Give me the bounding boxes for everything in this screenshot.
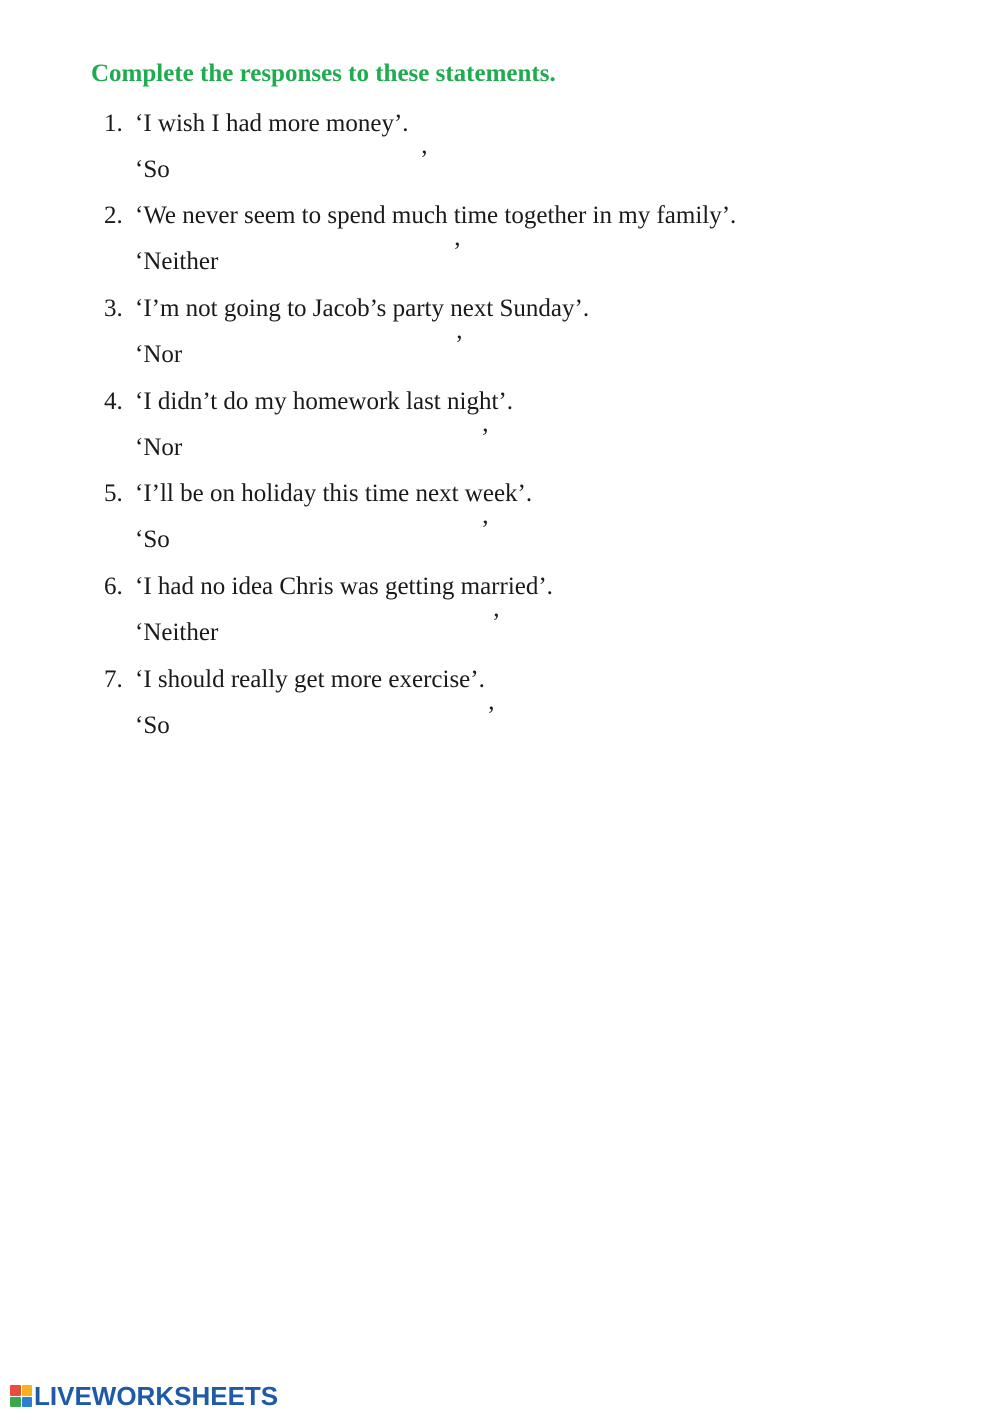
exercise-item-7 (0, 666, 1000, 758)
closing-quote: ’ (453, 238, 462, 265)
response-prompt: ‘So (135, 712, 170, 739)
logo-tile (22, 1385, 33, 1396)
answer-input-5[interactable] (176, 516, 478, 548)
statement-text: ‘I didn’t do my homework last night’. (135, 388, 513, 415)
exercise-item-3 (0, 295, 1000, 387)
answer-input-6[interactable] (230, 609, 488, 641)
statement-text: ‘I should really get more exercise’. (135, 666, 485, 693)
closing-quote: ’ (481, 424, 490, 451)
logo-text: LIVEWORKSHEETS (34, 1381, 279, 1411)
answer-input-7[interactable] (176, 702, 484, 734)
response-prompt: ‘Neither (135, 619, 219, 646)
response-prompt: ‘Neither (135, 248, 219, 275)
response-prompt: ‘Nor (135, 341, 183, 368)
statement-text: ‘I wish I had more money’. (135, 110, 409, 137)
item-number: 4. (104, 388, 123, 415)
response-prompt: ‘So (135, 526, 170, 553)
logo-tile (10, 1385, 21, 1396)
exercise-item-2 (0, 202, 1000, 294)
response-prompt: ‘Nor (135, 434, 183, 461)
statement-text: ‘I had no idea Chris was getting married’. (135, 573, 553, 600)
liveworksheets-logo-icon (10, 1385, 32, 1407)
item-number: 3. (104, 295, 123, 322)
statement-text: ‘We never seem to spend much time together in my family’. (135, 202, 737, 229)
answer-input-3[interactable] (190, 331, 450, 363)
exercise-item-4 (0, 388, 1000, 480)
response-prompt: ‘So (135, 156, 170, 183)
logo-tile (10, 1397, 21, 1408)
item-number: 6. (104, 573, 123, 600)
statement-text: ‘I’m not going to Jacob’s party next Sunday’. (135, 295, 590, 322)
exercise-item-1 (0, 110, 1000, 202)
item-number: 7. (104, 666, 123, 693)
item-number: 5. (104, 480, 123, 507)
closing-quote: ’ (481, 516, 490, 543)
answer-input-2[interactable] (230, 238, 450, 270)
statement-text: ‘I’ll be on holiday this time next week’. (135, 480, 533, 507)
item-number: 1. (104, 110, 123, 137)
exercise-item-5 (0, 480, 1000, 572)
closing-quote: ’ (455, 331, 464, 358)
item-number: 2. (104, 202, 123, 229)
closing-quote: ’ (487, 702, 496, 729)
exercise-item-6 (0, 573, 1000, 665)
answer-input-4[interactable] (190, 424, 478, 456)
liveworksheets-logo (10, 1381, 278, 1411)
instruction-heading: Complete the responses to these statements. (91, 60, 556, 87)
logo-tile (22, 1397, 33, 1408)
answer-input-1[interactable] (176, 146, 416, 178)
closing-quote: ’ (492, 609, 501, 636)
closing-quote: ’ (420, 146, 429, 173)
